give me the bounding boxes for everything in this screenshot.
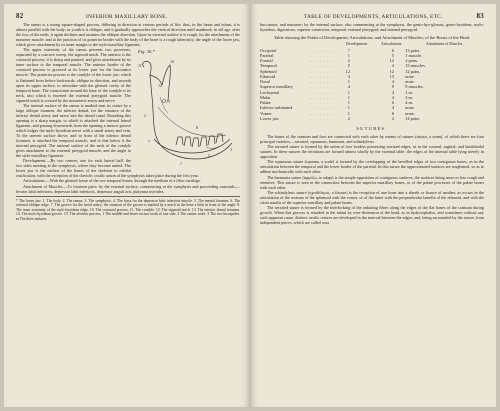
right-running-head — [260, 12, 484, 22]
svg-text:10: 10 — [170, 59, 174, 65]
table-body — [260, 48, 484, 122]
muscle-attachments: 13 pairs. — [405, 47, 421, 53]
muscle-attachments: 15 muscles. — [405, 63, 426, 69]
muscle-attachments: 1 muscle. — [405, 52, 423, 58]
bone-name: Lachrymal — [260, 89, 280, 95]
development-count: 3 — [347, 73, 350, 79]
svg-text:1: 1 — [180, 161, 182, 167]
articulation-count: 9 — [391, 84, 394, 90]
paragraph: The serrated suture is formed by the union of two borders possessing serrated edges, as in the coronal, sagittal, and lambdoidal sutures. In these sutures the serrations are formed almost wholly by the external table; the edges of the internal table lying merely in apposition. — [260, 144, 484, 160]
development-note — [350, 116, 378, 121]
articulation-count: 4 — [391, 63, 394, 69]
paragraph: The harmonia suture (ἁρμόζω, to adapt) is the simple apposition of contiguous surfaces, the surfaces being more or less rough and retentive. This suture is seen in the connection between the superior maxillary bones, or of the palate processes of the palate bones with each other. — [260, 174, 484, 190]
leader-dots: . . . . . . . . — [310, 100, 336, 106]
bone-name: Frontal — [260, 58, 273, 64]
bone-name: Inferior turbinated — [260, 105, 293, 111]
bone-name: Parietal — [260, 52, 274, 58]
figure-label: Fig. 36.* — [138, 49, 155, 55]
development-count: 12 — [345, 68, 350, 74]
bone-name: Ethmoid — [260, 73, 276, 79]
muscle-attachments: 1 m. — [405, 89, 413, 95]
header-muscles: Attachment of Muscles. — [425, 42, 464, 47]
svg-text:12: 12 — [158, 83, 162, 89]
paragraph: The squamous suture (squama, a scale) is formed by the overlapping of the bevelled edges of two contiguous bones, as in the articulation between the temporal and the lower border of the parietal. In this suture the approximated surfaces are roughened, so as to adhere mechanically with each other. — [260, 159, 484, 175]
leader-dots: . . . . . . . . — [310, 68, 336, 74]
table-title: Table showing the Points of Development, Articulations, and Attachment of Muscles, of the Bones of the Head. — [273, 35, 470, 41]
book-spread — [4, 4, 496, 407]
leader-dots: . . . . . . . . — [310, 52, 336, 58]
paragraph: The bones of the cranium and face are connected with each other by means of sutures (sutura, a seam), of which there are four principal varieties,—serrated, squamous, harmonia, and schindylesis. — [260, 134, 484, 145]
articulation-count: 6 — [391, 100, 394, 106]
bone-name: Malar — [260, 94, 271, 100]
paragraph: Attachment of Muscles.—To fourteen pairs: by the external surface, commencing at the symphysis and proceeding outwards,—levator labii inferioris, depressor labii inferioris, depressor anguli oris, platysma myoides, — [16, 183, 240, 194]
leader-dots: . . . . . . . . — [310, 79, 336, 85]
right-page-number: 83 — [476, 12, 484, 20]
bone-name: Vomer — [260, 110, 272, 116]
left-running-title: INFERIOR MAXILLARY BONE. — [86, 14, 168, 20]
development-count: 1 — [347, 94, 350, 100]
articulation-count: 4 — [391, 105, 394, 111]
leader-dots: . . . . . . . . — [310, 84, 336, 90]
right-page — [250, 4, 496, 407]
leader-dots: . . . . . . . . — [310, 63, 336, 69]
development-count: 1 — [347, 100, 350, 106]
muscle-attachments: none. — [405, 73, 415, 79]
paragraph: The internal surface of the ramus is marked near its centre by a large oblique foramen, the inferior dental, for the entrance of the inferior dental artery and nerve into the dental canal. Bounding this opening is a sharp margin, to which is attached the internal lateral ligament, and passing downwards from the opening a narrow groove which lodges the mylo-hyoidean nerve with a small artery and vein. To the uneven surface above, and in front of the inferior dental foramen, is attached the temporal muscle, and to that below it the internal pterygoid. The internal surface of the neck of the condyle gives attachment to the external pterygoid muscle; and the angle to the stylo-maxillary ligament. — [16, 102, 131, 159]
articulation-count: 4 — [391, 89, 394, 95]
development-count: 1 — [347, 110, 350, 116]
development-count: 4 — [347, 84, 350, 90]
right-body-text — [260, 134, 484, 225]
paragraph: The schindylesis suture (σχινδύλησις, a fissure) is the reception of one bone into a sheath or fissure of another, as occurs in the articulation of the rostrum of the sphenoid with the vomer, or of the latter with the perpendicular lamella of the ethmoid, and with the crista nasalis of the superior maxillary and palate bones. — [260, 189, 484, 205]
bone-name: Palate — [260, 100, 271, 106]
muscle-attachments: 2 pairs. — [405, 58, 419, 64]
section-heading: SUTURES. — [356, 126, 388, 132]
leader-dots: . . . . . . . . — [310, 115, 336, 121]
leader-dots: . . . . . . . . — [310, 110, 336, 116]
paragraph: The ramus is a strong square-shaped process, differing in direction at various periods of life; thus, in the fœtus and infant, it is almost parallel with the body; in youth it is oblique, and it gradually approaches the vertical direction until manhood; in old age, after the loss of the teeth, it again declines and assumes the oblique direction. Upon its external surface it is rough, for the attachment of the masseter muscle; and at the junction of its posterior border with the body of the bone is a rough tuberosity, the angle of the lower jaw, which gives attachment by its inner margin to the stylo-maxillary ligament. — [16, 22, 240, 48]
developments-table — [260, 42, 484, 121]
table-row — [260, 116, 484, 121]
leader-dots: . . . . . . . . — [310, 58, 336, 64]
articulation-count: 13 — [389, 73, 394, 79]
svg-text:8: 8 — [196, 125, 198, 131]
development-count: 2 — [347, 58, 350, 64]
development-count: 1 — [347, 52, 350, 58]
leader-dots: . . . . . . . . — [310, 73, 336, 79]
leader-dots: . . . . . . . . — [310, 89, 336, 95]
articulation-count: 5 — [391, 52, 394, 58]
articulation-count: 6 — [391, 110, 394, 116]
leader-dots: . . . . . . . . — [310, 105, 336, 111]
articulation-count: 12 — [389, 68, 394, 74]
development-count: 5 — [347, 63, 350, 69]
left-footnote: * The lower jaw. 1. The body. 2. The ramus. 3. The symphysis. 4. The fossa for the depressor labii inferioris muscle. 5. The mental foramen. 6. The external oblique ridge. 7. The groove for the facial artery; the situation of the groove is marked by a notch in the bone a little in front of the angle. 8. The inner extremity of the mylo-hyoidean ridge. 10. The coronoid process. 11. The condyle. 12. The sigmoid notch. 13. The inferior dental foramen. 14. The mylo-hyoidean groove. 15. The alveolar process. 1 The middle and lesser incisor tooth of one side. 2 The canine tooth. 3 The two bicuspides. m The three molares. — [16, 196, 240, 222]
bone-name: Temporal — [260, 63, 277, 69]
left-body-text — [16, 22, 240, 194]
articulation-count: 4 — [391, 79, 394, 85]
bone-name: Superior maxillary — [260, 84, 294, 90]
bone-name: Sphenoid — [260, 68, 277, 74]
svg-text:5: 5 — [208, 153, 210, 159]
leader-dots: . . . . . . . . — [310, 94, 336, 100]
muscle-attachments: none. — [405, 110, 415, 116]
muscle-attachments: 5 m. — [405, 94, 413, 100]
svg-text:11: 11 — [138, 63, 142, 69]
right-intro-text — [260, 22, 484, 32]
articulation-count: 6 — [391, 47, 394, 53]
svg-text:3: 3 — [230, 147, 232, 153]
muscle-attachments: none. — [405, 105, 415, 111]
left-page — [4, 4, 250, 407]
paragraph: Articulations.—With the glenoid fossæ of the two temporal bones, through the medium of a fibro-cartilage. — [23, 178, 201, 184]
left-page-number: 82 — [16, 12, 24, 20]
bone-name: Nasal — [260, 79, 270, 85]
development-count: 1 — [347, 89, 350, 95]
bone-name: Lower jaw — [260, 115, 279, 121]
left-running-head — [16, 12, 240, 22]
muscle-attachments: 9 muscles. — [405, 84, 424, 90]
articulation-count: 4 — [391, 94, 394, 100]
articulation-note — [394, 116, 405, 121]
articulation-count: 2 — [391, 115, 394, 121]
development-count: 1 — [347, 105, 350, 111]
paragraph: The upper extremity of the ramus presents two processes, separated by a concave sweep, the sigmoid notch. The anterior is the coronoid process; it is sharp and pointed, and gives attachment by its inner surface to the temporal muscle. The anterior border of the coronoid process is grooved at its lower part for the buccinator muscle. The posterior process is the condyle of the lower jaw, which is flattened from before backwards, oblique in direction, and smooth upon its upper surface, to articulate with the glenoid cavity of the temporal bone. The constriction around the base of the condyle is its neck, into which is inserted the external pterygoid muscle. The sigmoid notch is crossed by the masseteric artery and nerve. — [16, 47, 131, 103]
svg-text:13: 13 — [166, 99, 170, 105]
header-articulations: Articulations. — [380, 42, 403, 47]
svg-text:7: 7 — [148, 139, 150, 145]
development-count: 2 — [347, 115, 350, 121]
paragraph: buccinator, and masseter; by the internal surface, also commencing at the symphysis, the genio-hyo-glossus, genio-hyoideus, mylo-hyoideus, digastricus, superior constrictor, temporal, external pterygoid, and internal pterygoid. — [260, 22, 484, 33]
right-running-title: TABLE OF DEVELOPMENTS, ARTICULATIONS, ETC. — [303, 14, 443, 20]
leader-dots: . . . . . . . . — [310, 47, 336, 53]
svg-text:2: 2 — [144, 113, 146, 119]
muscle-attachments: 14 pairs. — [405, 115, 421, 121]
muscle-attachments: none. — [405, 79, 415, 85]
muscle-attachments: 4 m. — [405, 100, 413, 106]
articulation-count: 12 — [389, 58, 394, 64]
header-development: Development. — [346, 42, 368, 47]
lower-jaw-illustration — [136, 57, 240, 167]
paragraph: The serrated suture is formed by the interlocking of the radiating fibres along the edges of the flat bones of the cranium during growth. When this process is retarded in the infant by over-distension of the head, as in hydrocephalus, and sometimes without any such apparent cause, distinct ossific centres are developed in the interval between the edges; and, being surrounded by the suture, from independent pieces, which are called ossa — [260, 204, 484, 225]
lower-jaw-figure — [136, 49, 240, 169]
paragraph: Development.—By two centres; one for each lateral half, the two sides meeting at the symphysis, where they become united. The lower jaw is the earliest of the bones of the skeleton to exhibit ossification, with the exception of the clavicle; ossific union of the symphysis takes place during the first year. — [16, 158, 199, 179]
muscle-attachments: 12 pairs. — [405, 68, 421, 74]
bone-name: Occipital — [260, 47, 277, 53]
development-count: 7 — [347, 47, 350, 53]
development-count: 1 — [347, 79, 350, 85]
